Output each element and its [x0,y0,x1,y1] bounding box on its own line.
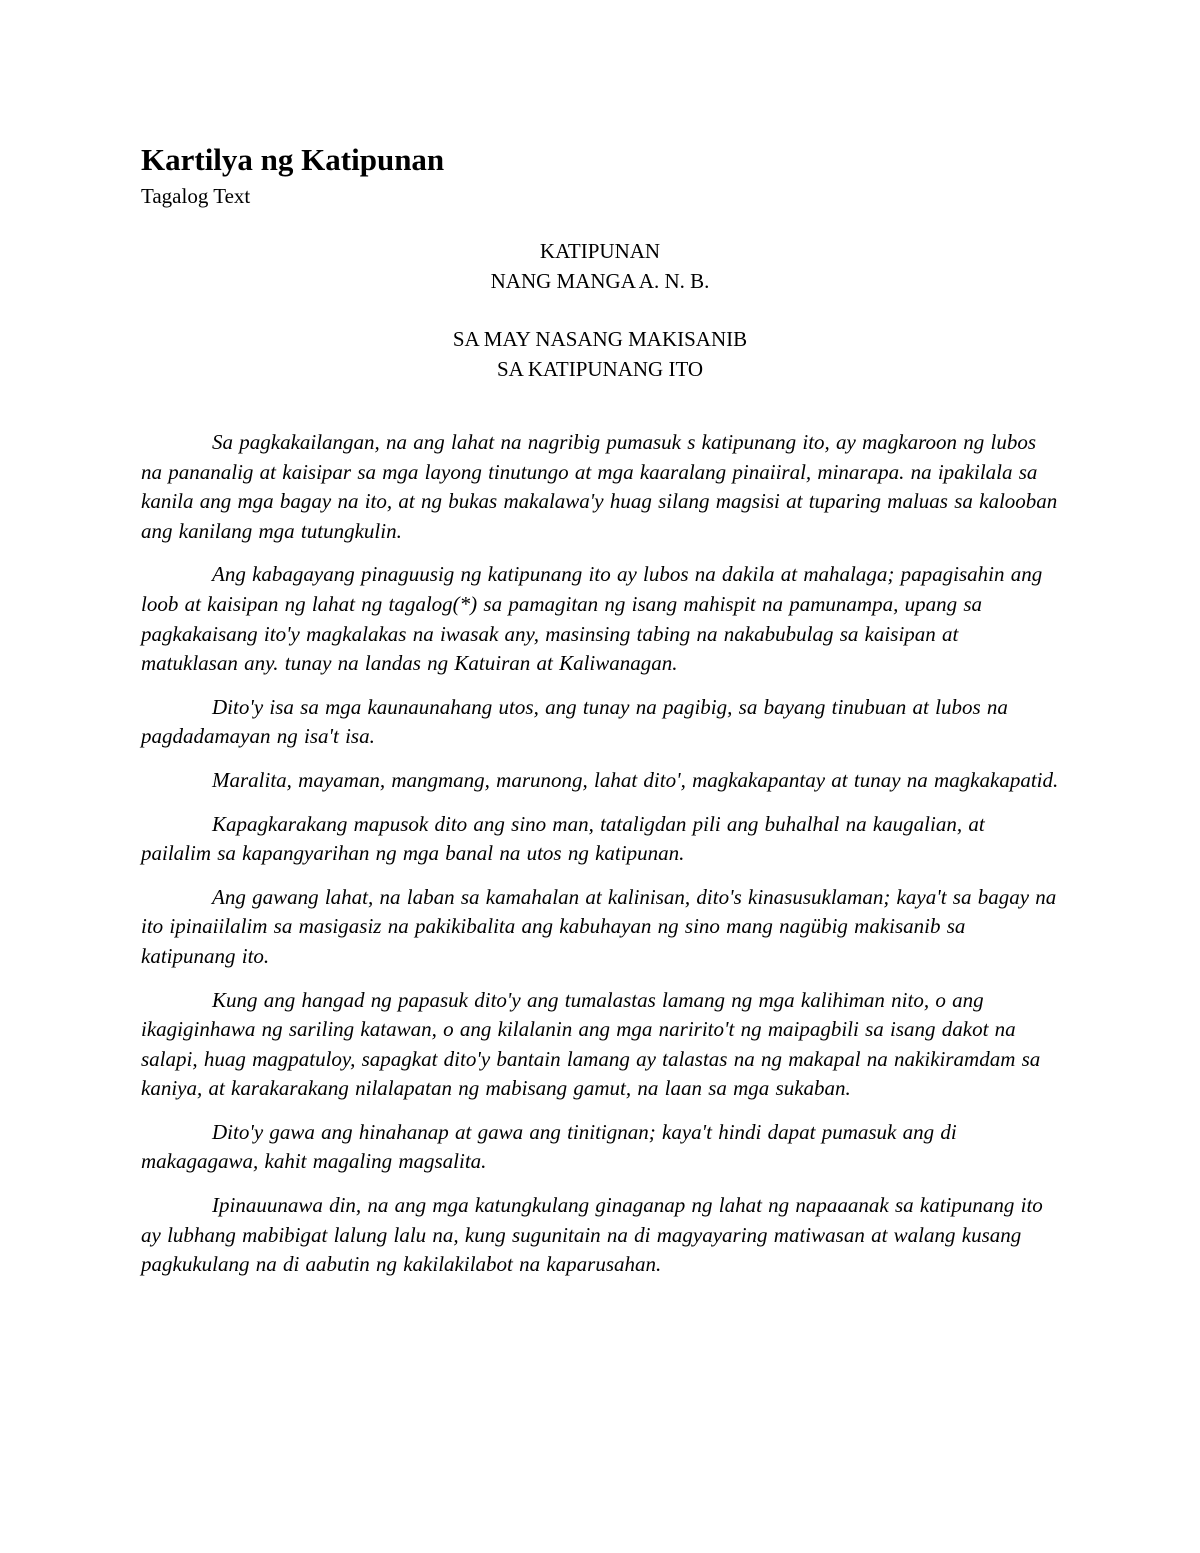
document-subtitle: Tagalog Text [141,184,251,208]
heading-block-makisanib [0,324,1200,384]
paragraph: Dito'y gawa ang hinahanap at gawa ang tinitignan; kaya't hindi dapat pumasuk ang di makagagawa, kahit magaling magsalita. [141,1119,957,1174]
heading-block-katipunan [0,236,1200,296]
paragraph: Kapagkarakang mapusok dito ang sino man, tataligdan pili ang buhalhal na kaugalian, at pailalim sa kapangyarihan ng mga banal na utos ng katipunan. [141,811,985,866]
heading-line: SA MAY NASANG MAKISANIB [452,327,748,351]
heading-line: NANG MANGA A. N. B. [490,269,710,293]
paragraph: Ang gawang lahat, na laban sa kamahalan at kalinisan, dito's kinasusuklaman; kaya't sa bagay na ito ipinaiilalim sa masigasiz na pakikibalita ang kabuhayan ng sino mang nagübig makisanib sa katipunang ito. [141,884,1057,968]
heading-line: SA KATIPUNANG ITO [496,357,704,381]
document-title: Kartilya ng Katipunan [141,142,445,177]
paragraph: Ipinauunawa din, na ang mga katungkulang ginaganap ng lahat ng napaaanak sa katipunang ito ay lubhang mabibigat lalung lalu na, kung sugunitain na di magyayaring matiwasan at walang kusang pagkukulang na di aabutin ng kakilakilabot na kaparusahan. [141,1193,1043,1277]
body-text [141,428,1059,1294]
paragraph: Dito'y isa sa mga kaunaunahang utos, ang tunay na pagibig, sa bayang tinubuan at lubos na pagdadamayan ng isa't isa. [141,694,1008,749]
heading-line: KATIPUNAN [539,239,661,263]
paragraph: Kung ang hangad ng papasuk dito'y ang tumalastas lamang ng mga kalihiman nito, o ang ikagiginhawa ng sariling katawan, o ang kilalanin ang mga naririto't ng maipagbili sa isang dakot na salapi, huag magpatuloy, sapagkat dito'y bantain lamang ay talastas na ng makapal na nakikiramdam sa kaniya, at karakarakang nilalapatan ng mabisang gamut, na laan sa mga sukaban. [141,987,1041,1101]
paragraph: Ang kabagayang pinaguusig ng katipunang ito ay lubos na dakila at mahalaga; papagisahin ang loob at kaisipan ng lahat ng tagalog(*) sa pamagitan ng isang mahispit na pamunampa, upang sa pagkakaisang ito'y magkalakas na iwasak any, masinsing tabing na nakabubulag sa kaisipan at matuklasan any. tunay na landas ng Katuiran at Kaliwanagan. [141,562,1043,676]
paragraph: Maralita, mayaman, mangmang, marunong, lahat dito', magkakapantay at tunay na magkakapatid. [212,767,1059,792]
paragraph: Sa pagkakailangan, na ang lahat na nagribig pumasuk s katipunang ito, ay magkaroon ng lubos na pananalig at kaisipar sa mga layong tinutungo at mga kaaralang pinaiiral, minarapa. na ipakilala sa kanila ang mga bagay na ito, at ng bukas makalawa'y huag silang magsisi at tuparing maluas sa kalooban ang kanilang mga tutungkulin. [141,430,1058,543]
